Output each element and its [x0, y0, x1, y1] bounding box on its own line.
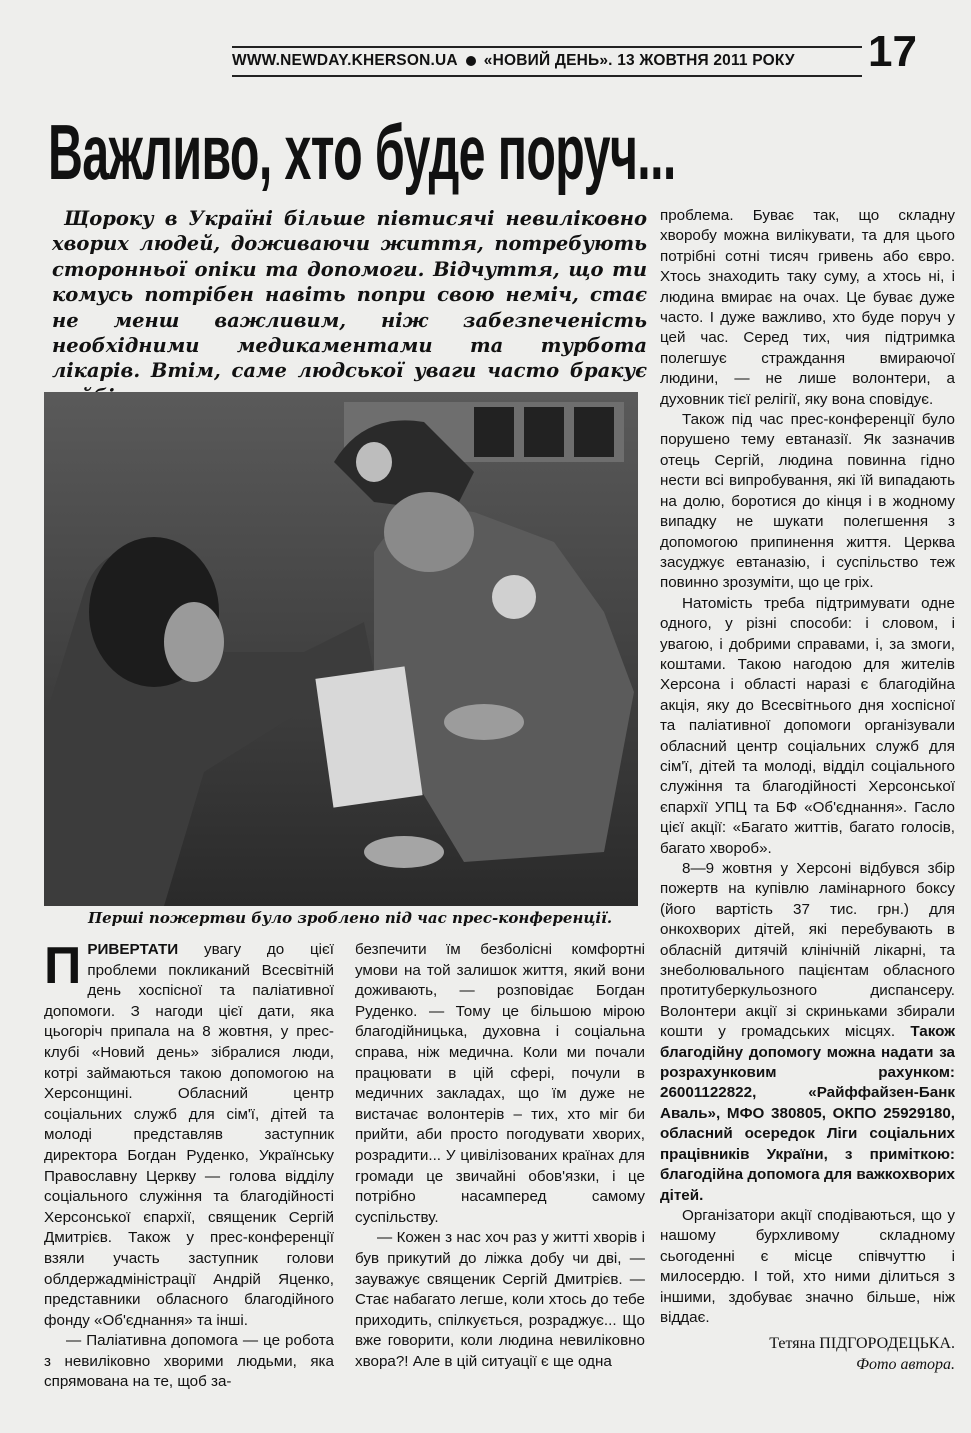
col3-paragraph-3: Натомість треба підтримувати одне одного, у різні способи: і словом, і увагою, і добрими справами, і, за змоги, коштами. Такою нагодою для жителів Херсона і області наразі є благодійна акція, яку до Всесвітнього дня хоспісної та паліативної допомоги організували обласний центр соціальних служб для сім'ї, дітей та молоді, відділ соціального служіння та благодійності Херсонської єпархії УПЦ та БФ «Об'єднання». Гасло цієї акції: «Багато життів, багато голосів, багато хвороб». [660, 594, 955, 857]
author-name: Тетяна ПІДГОРОДЕЦЬКА. [769, 1335, 955, 1353]
issue-info: «НОВИЙ ДЕНЬ». 13 ЖОВТНЯ 2011 РОКУ [483, 52, 795, 69]
column-1 [44, 937, 334, 1393]
author-signature [660, 1334, 955, 1375]
col1-paragraph-2: — Паліативна допомога — це робота з невиліковно хворими людьми, яка спрямована на те, щоб за- [44, 1332, 334, 1391]
col2-paragraph-1: безпечити їм безболісні комфортні умови на той залишок життя, який вони доживають, — розповідає Богдан Руденко. — Тому це більшою мірою благодійницька, духовна і соціальна справа, ніж медична. Коли ми почали працювати в цій сфері, почули в медичних закладах, що їм дуже не вистачає волонтерів – тих, хто міг би прийти, аби просто погодувати хворих, розрадити... У цивілізованих країнах для громади це звичайні обов'язки, і це потрібно насамперед самому суспільству. [355, 941, 645, 1226]
header-rule-bottom [232, 75, 862, 77]
dropcap: П [44, 937, 82, 995]
article-photo [44, 392, 638, 906]
lead-paragraph: Щороку в Україні більше півтисячі невиліковно хворих людей, доживаючи життя, потребують сторонньої опіки та допомоги. Відчуття, що ти комусь потрібен навіть попри свою неміч, стає не менш важливим, ніж забезпеченість необхідними медикаментами та турбота лікарів. Втім, саме людської уваги часто бракує [52, 207, 647, 383]
bullet-icon [466, 56, 476, 66]
col3-paragraph-2: Також під час прес-конференції було порушено тему евтаназії. Як зазначив отець Сергій, людина повинна гідно нести всі випробування, які їй випадають на долю, боротися до кінця і в жодному випадку не шукати полегшення з допомогою припинення життя. Церква засуджує евтаназію, і суспільство теж повинно зрозуміти, що це гріх. [660, 411, 955, 592]
headline: Важливо, хто буде поруч... [48, 108, 676, 196]
photo-illustration [44, 392, 638, 906]
photo-caption: Перші пожертви було зроблено під час прес-конференції. [87, 909, 613, 927]
page-number: 17 [868, 27, 917, 76]
donation-box [315, 666, 422, 807]
page-header [232, 48, 862, 74]
col2-paragraph-2: — Кожен з нас хоч раз у житті хворів і був прикутий до ліжка добу чи дві, — зауважує священик Сергій Дмитрієв. — Стає набагато легше, коли хтось до тебе приходить, спілкується, розраджує... Що вже говорити, коли людина невиліковно хвора?! Але в цій ситуації є ще одна [355, 1229, 645, 1370]
column-2 [355, 940, 645, 1372]
column-3 [660, 206, 955, 1375]
site-url: WWW.NEWDAY.KHERSON.UA [232, 52, 458, 69]
col3-paragraph-1: проблема. Буває так, що складну хворобу можна вилікувати, та для цього потрібні сотні тисяч гривень або євро. Хтось знаходить таку суму, а хтось ні, і людина вмирає на очах. Це буває дуже часто. І дуже важливо, хто буде поруч у цей час. Серед тих, чия підтримка полегшує страждання вмираючої людини, — не лише волонтери, а духовник тієї релігії, яку вона сповідує. [660, 207, 955, 408]
col1-paragraph-1: ПРИВЕРТАТИ увагу до цієї проблеми покликаний Всесвітній день хоспісної та паліативної допомоги. З нагоди цієї дати, яка цьогоріч припала на 8 жовтня, у прес-клубі «Новий день» зібралися люди, котрі займаються такою допомогою на Херсонщині. Обласний центр соціальних служб для сім'ї, дітей та молоді представляв заступник директора Богдан Руденко, Українську Православну Церкву — голова відділу соціального служіння та благодійності Херсонської єпархії, священик Сергій Дмитрієв. Також у прес-конференції взяли участь заступник голови облдержадміністрації Андрій Яценко, представники обласного благодійного фонду «Об'єднання» та інші. [44, 937, 334, 1329]
col3-paragraph-5: Організатори акції сподіваються, що у нашому бурхливому складному сьогоденні є місце співчуттю і милосердю. І той, хто ними ділиться з іншими, здобуває значно більше, ніж віддає. [660, 1206, 955, 1326]
col3-paragraph-4: 8—9 жовтня у Херсоні відбувся збір пожертв на купівлю ламінарного боксу (його вартість 37 тис. грн.) для онкохворих дітей, які перебувають в обласній дитячій клінічній лікарні, та знеболювального пацієнтам обласного протитуберкульозного диспансеру. Волонтери акції зі скриньками збирали кошти у громадських місцях. Також благодійну допомогу можна надати за розрахунковим рахунком: 26001122822, «Райффайзен-Банк Аваль», МФО 380805, ОКПО 25929180, обласний осередок Ліги соціальних працівників України, з приміткою: благодійна допомога для важкохворих дітей. [660, 860, 955, 1204]
bank-details: Також благодійну допомогу можна надати за розрахунковим рахунком: 26001122822, «Райффайзен-Банк Аваль», МФО 380805, ОКПО 25929180, обласний осередок Ліги соціальних працівників України, з приміткою: благодійна допомога для важкохворих дітей. [660, 1023, 955, 1204]
photo-credit: Фото автора. [856, 1355, 955, 1373]
